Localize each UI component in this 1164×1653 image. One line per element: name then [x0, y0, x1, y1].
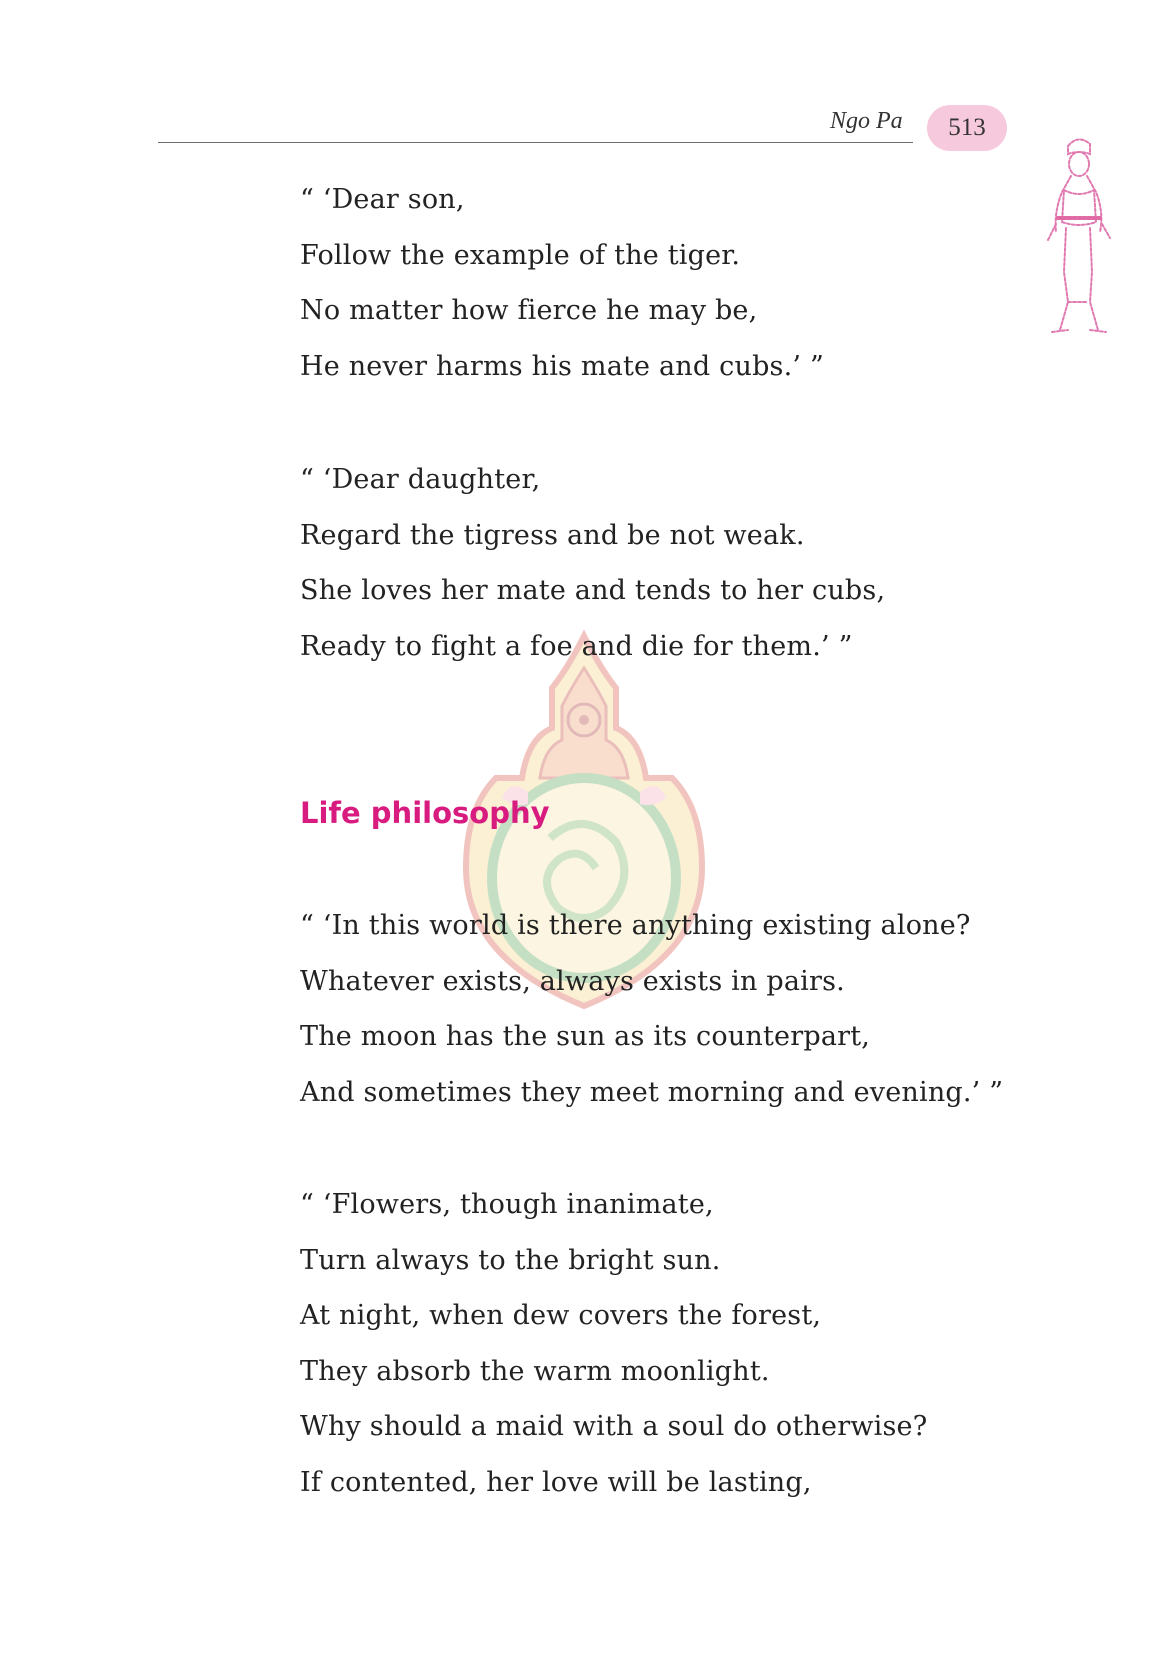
verse-line: “ ‘In this world is there anything existing alone? — [300, 910, 971, 941]
verse-line: Follow the example of the tiger. — [300, 239, 741, 271]
verse-line: Whatever exists, always exists in pairs. — [300, 965, 845, 997]
stanza-flowers — [300, 1177, 927, 1511]
verse-line: Turn always to the bright sun. — [300, 1244, 721, 1276]
verse-line: Regard the tigress and be not weak. — [300, 519, 805, 551]
stanza-dear-son — [300, 172, 824, 394]
stanza-existing-alone — [300, 898, 1003, 1120]
header-rule — [158, 142, 913, 143]
figure-illustration-icon — [1038, 132, 1118, 344]
running-head: Ngo Pa — [830, 108, 903, 134]
verse-line: No matter how fierce he may be, — [300, 295, 758, 327]
verse-line: The moon has the sun as its counterpart, — [300, 1021, 871, 1053]
page-number-badge — [927, 105, 1007, 151]
verse-line: If contented, her love will be lasting, — [300, 1466, 812, 1498]
verse-line: She loves her mate and tends to her cubs, — [300, 575, 886, 607]
page-number: 513 — [948, 114, 986, 141]
verse-line: “ ‘Flowers, though inanimate, — [300, 1189, 714, 1220]
verse-line: Ready to fight a foe and die for them.’ ” — [300, 630, 853, 662]
verse-line: At night, when dew covers the forest, — [300, 1300, 822, 1332]
verse-line: Why should a maid with a soul do otherwise? — [300, 1411, 928, 1443]
stanza-dear-daughter — [300, 452, 885, 674]
verse-line: He never harms his mate and cubs.’ ” — [300, 350, 824, 382]
section-heading: Life philosophy — [300, 796, 550, 830]
verse-line: “ ‘Dear son, — [300, 184, 465, 215]
verse-line: And sometimes they meet morning and evening.’ ” — [300, 1076, 1004, 1108]
verse-line: “ ‘Dear daughter, — [300, 464, 541, 495]
verse-line: They absorb the warm moonlight. — [300, 1355, 770, 1387]
